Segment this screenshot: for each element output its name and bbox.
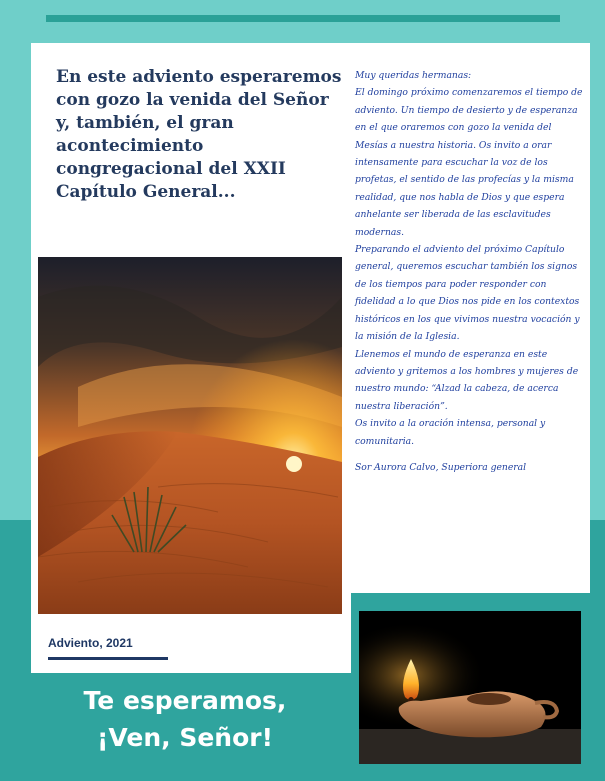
top-decorative-bar: [46, 15, 560, 22]
tagline-line-2: ¡Ven, Señor!: [96, 723, 273, 752]
oil-lamp-image: [359, 611, 581, 764]
tagline-line-1: Te esperamos,: [83, 686, 287, 715]
letter-text: [355, 67, 587, 476]
date-label: Adviento, 2021: [48, 636, 133, 650]
headline: En este adviento esperaremos con gozo la venida del Señor y, también, el gran acontecimiento congregacional del XXII Capítulo General...: [56, 67, 342, 202]
letter-paragraph-3: Llenemos el mundo de esperanza en este adviento y gritemos a los hombres y mujeres de nuestro mundo: “Alzad la cabeza, de acerca nuestra liberación”.: [355, 348, 579, 412]
date-underline: [48, 657, 168, 660]
tagline: [35, 682, 335, 756]
letter-signature: Sor Aurora Calvo, Superiora general: [355, 461, 527, 473]
letter-paragraph-1: El domingo próximo comenzaremos el tiempo de adviento. Un tiempo de desierto y de esperanza en el que oraremos con gozo la venida del Mesías a nuestra historia. Os invito a orar intensamente para escuchar la voz de los profetas, el sentido de las profecías y la misma realidad, que nos habla de Dios y que espera anhelante ser liberada de las esclavitudes modernas.: [355, 87, 583, 238]
letter-greeting: Muy queridas hermanas:: [355, 70, 472, 81]
letter-paragraph-2: Preparando el adviento del próximo Capítulo general, queremos escuchar también los signos de los tiempos para poder responder con fidelidad a lo que Dios nos pide en los contextos históricos en los que vivimos nuestra vocación y la misión de la Iglesia.: [355, 244, 580, 343]
desert-sunset-image: [38, 257, 342, 614]
letter-paragraph-4: Os invito a la oración intensa, personal y comunitaria.: [355, 418, 546, 447]
